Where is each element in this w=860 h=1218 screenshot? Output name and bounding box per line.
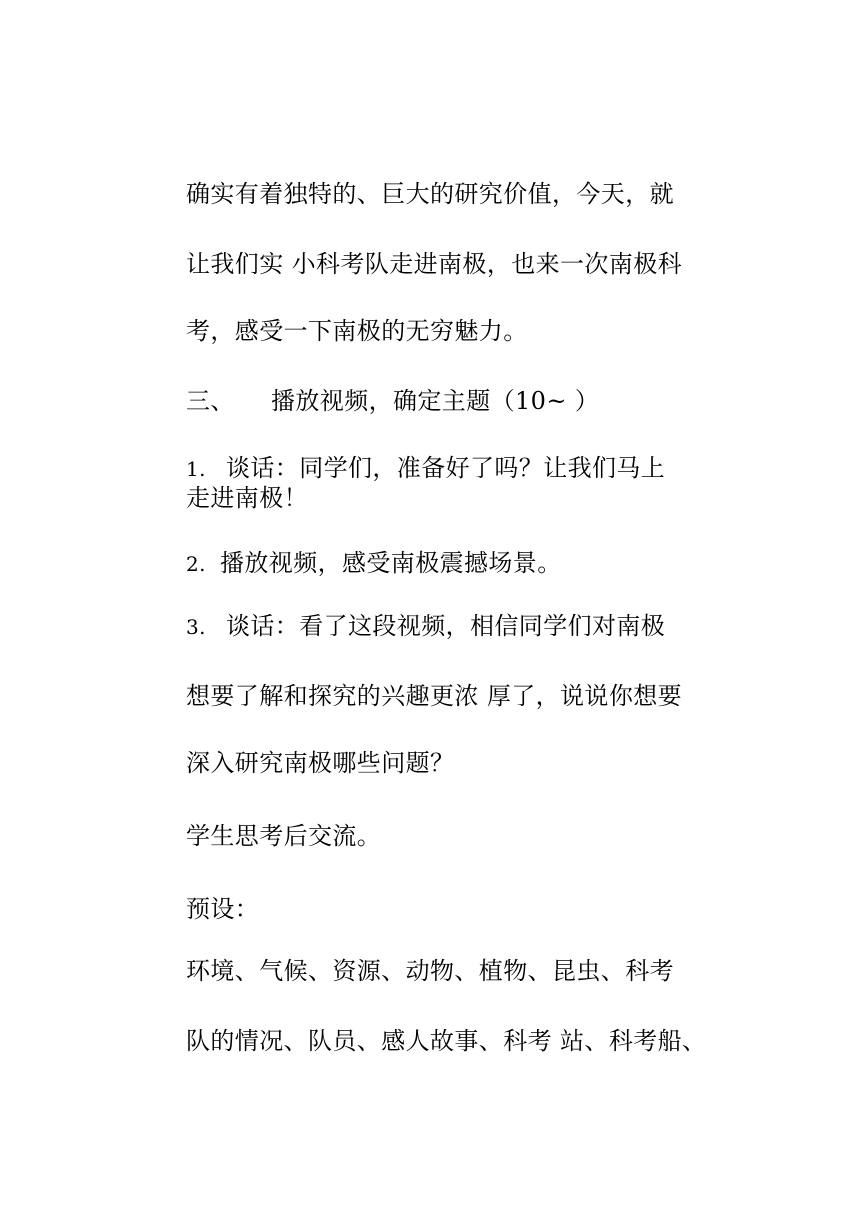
intro-line-2: 让我们实 小科考队走进南极，也来一次南极科 bbox=[186, 250, 683, 278]
preset-line-2: 队的情况、队员、感人故事、科考 站、科考船、 bbox=[186, 1027, 707, 1055]
list-item-1-line-2: 走进南极！ bbox=[186, 484, 308, 512]
list-item-3-text: 谈话：看了这段视频，相信同学们对南极 bbox=[226, 612, 666, 640]
list-item-1-line-1 bbox=[186, 452, 686, 485]
student-activity: 学生思考后交流。 bbox=[186, 822, 382, 850]
preset-line-1: 环境、气候、资源、动物、植物、昆虫、科考 bbox=[186, 957, 674, 985]
list-item-1-number: 1. bbox=[186, 457, 206, 481]
section-heading bbox=[186, 385, 686, 417]
list-item-2-text: 播放视频，感受南极震撼场景。 bbox=[220, 549, 562, 577]
list-item-2 bbox=[186, 547, 686, 580]
section-number: 三、 bbox=[186, 387, 235, 415]
list-item-3-number: 3. bbox=[186, 615, 206, 639]
section-title: 播放视频，确定主题（10~ ） bbox=[271, 387, 600, 415]
list-item-3-line-2: 想要了解和探究的兴趣更浓 厚了，说说你想要 bbox=[186, 682, 683, 710]
list-item-1-text: 谈话：同学们，准备好了吗？让我们马上 bbox=[226, 454, 666, 482]
intro-line-3: 考，感受一下南极的无穷魅力。 bbox=[186, 317, 528, 345]
list-item-3-line-1 bbox=[186, 610, 686, 643]
list-item-3-line-3: 深入研究南极哪些问题？ bbox=[186, 749, 455, 777]
intro-line-1: 确实有着独特的、巨大的研究价值，今天，就 bbox=[186, 180, 674, 208]
list-item-2-number: 2. bbox=[186, 552, 206, 576]
preset-label: 预设： bbox=[186, 895, 260, 923]
